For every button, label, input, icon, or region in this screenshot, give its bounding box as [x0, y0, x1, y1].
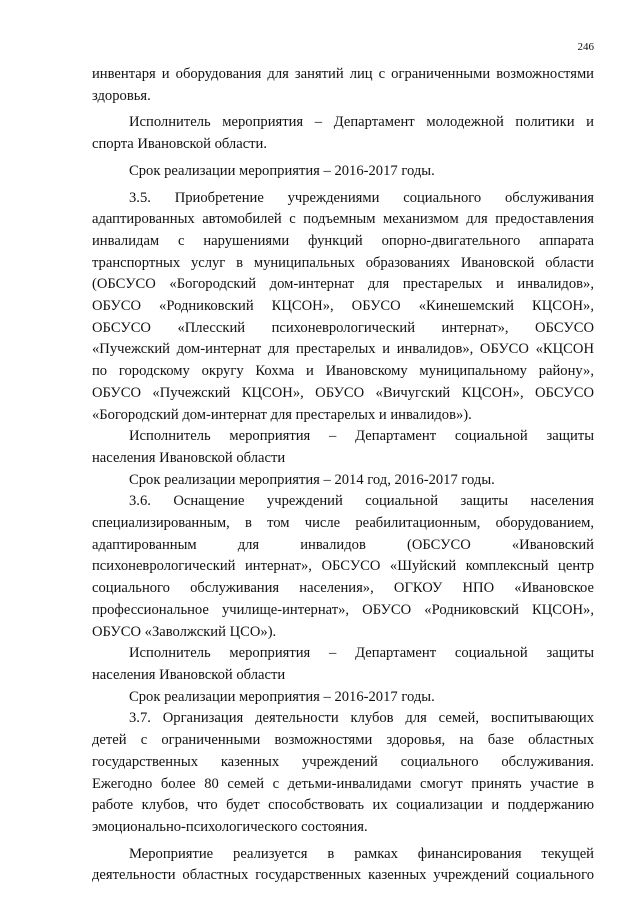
- text-line: Исполнитель мероприятия – Департамент молодежной политики и: [129, 114, 594, 131]
- document-body: [92, 64, 594, 887]
- text-line: детей с ограниченными возможностями здоровья, на базе областных: [92, 732, 594, 749]
- text-line: работе клубов, что будет способствовать их социализации и поддержанию: [92, 797, 594, 814]
- paragraph-term: [92, 687, 594, 709]
- text-line: адаптированным для инвалидов (ОБСУСО «Ивановский: [92, 536, 594, 553]
- text-line: ОБУСО «Родниковский КЦСОН», ОБУСО «Кинешемский КЦСОН»,: [92, 298, 594, 315]
- text-line: Срок реализации мероприятия – 2014 год, 2016-2017 годы.: [129, 471, 495, 488]
- text-line: инвентаря и оборудования для занятий лиц с ограниченными возможностями: [92, 66, 594, 82]
- page-number: 246: [577, 41, 594, 53]
- text-line: 3.5. Приобретение учреждениями социального обслуживания: [129, 189, 594, 206]
- text-line: 3.7. Организация деятельности клубов для семей, воспитывающих: [129, 710, 594, 727]
- paragraph-continuation: [92, 64, 594, 107]
- paragraph-item-3-6: [92, 491, 594, 643]
- text-line: 3.6. Оснащение учреждений социальной защиты населения: [129, 493, 594, 510]
- text-line: эмоционально-психологического состояния.: [92, 818, 368, 835]
- text-line: инвалидам с нарушениями функций опорно-двигательного аппарата: [92, 232, 594, 249]
- text-line: ОБУСО «Заволжский ЦСО»).: [92, 623, 277, 640]
- text-line: населения Ивановской области: [92, 449, 286, 466]
- text-line: государственных казенных учреждений социального обслуживания.: [92, 753, 594, 770]
- text-line: социального обслуживания населения», ОГКОУ НПО «Ивановское: [92, 580, 594, 597]
- paragraph-financing: [92, 844, 594, 887]
- text-line: спорта Ивановской области.: [92, 136, 268, 153]
- text-line: по городскому округу Кохма и Ивановскому муниципальному району»,: [92, 363, 594, 380]
- text-line: деятельности областных государственных казенных учреждений социального: [92, 867, 594, 884]
- paragraph-executor-social: [92, 643, 594, 686]
- text-line: адаптированных автомобилей с подъемным механизмом для предоставления: [92, 211, 594, 228]
- paragraph-term: [92, 161, 594, 183]
- text-line: Срок реализации мероприятия – 2016-2017 годы.: [129, 688, 435, 705]
- text-line: Исполнитель мероприятия – Департамент социальной защиты: [129, 645, 594, 662]
- paragraph-executor-social: [92, 426, 594, 469]
- text-line: «Богородский дом-интернат для престарелых и инвалидов»).: [92, 406, 472, 423]
- text-line: здоровья.: [92, 87, 151, 104]
- text-line: Ежегодно более 80 семей с детьми-инвалидами смогут принять участие в: [92, 775, 594, 792]
- text-line: ОБУСО «Пучежский КЦСОН», ОБУСО «Вичугский КЦСОН», ОБСУСО: [92, 384, 594, 401]
- text-line: транспортных услуг в муниципальных образованиях Ивановской области: [92, 254, 594, 271]
- paragraph-executor-sport: [92, 112, 594, 155]
- text-line: (ОБСУСО «Богородский дом-интернат для престарелых и инвалидов»,: [92, 276, 594, 293]
- text-line: Исполнитель мероприятия – Департамент социальной защиты: [129, 428, 594, 445]
- text-line: психоневрологический интернат», ОБСУСО «Шуйский комплексный центр: [92, 558, 594, 575]
- text-line: Мероприятие реализуется в рамках финансирования текущей: [129, 845, 594, 862]
- text-line: специализированным, в том числе реабилитационным, оборудованием,: [92, 515, 594, 532]
- paragraph-item-3-5: [92, 188, 594, 427]
- text-line: Срок реализации мероприятия – 2016-2017 годы.: [129, 162, 435, 179]
- text-line: ОБСУСО «Плесский психоневрологический интернат», ОБСУСО: [92, 319, 594, 336]
- text-line: профессиональное училище-интернат», ОБУСО «Родниковский КЦСОН»,: [92, 601, 594, 618]
- text-line: населения Ивановской области: [92, 666, 286, 683]
- paragraph-item-3-7: [92, 708, 594, 838]
- paragraph-term: [92, 470, 594, 492]
- text-line: «Пучежский дом-интернат для престарелых и инвалидов», ОБУСО «КЦСОН: [92, 341, 594, 358]
